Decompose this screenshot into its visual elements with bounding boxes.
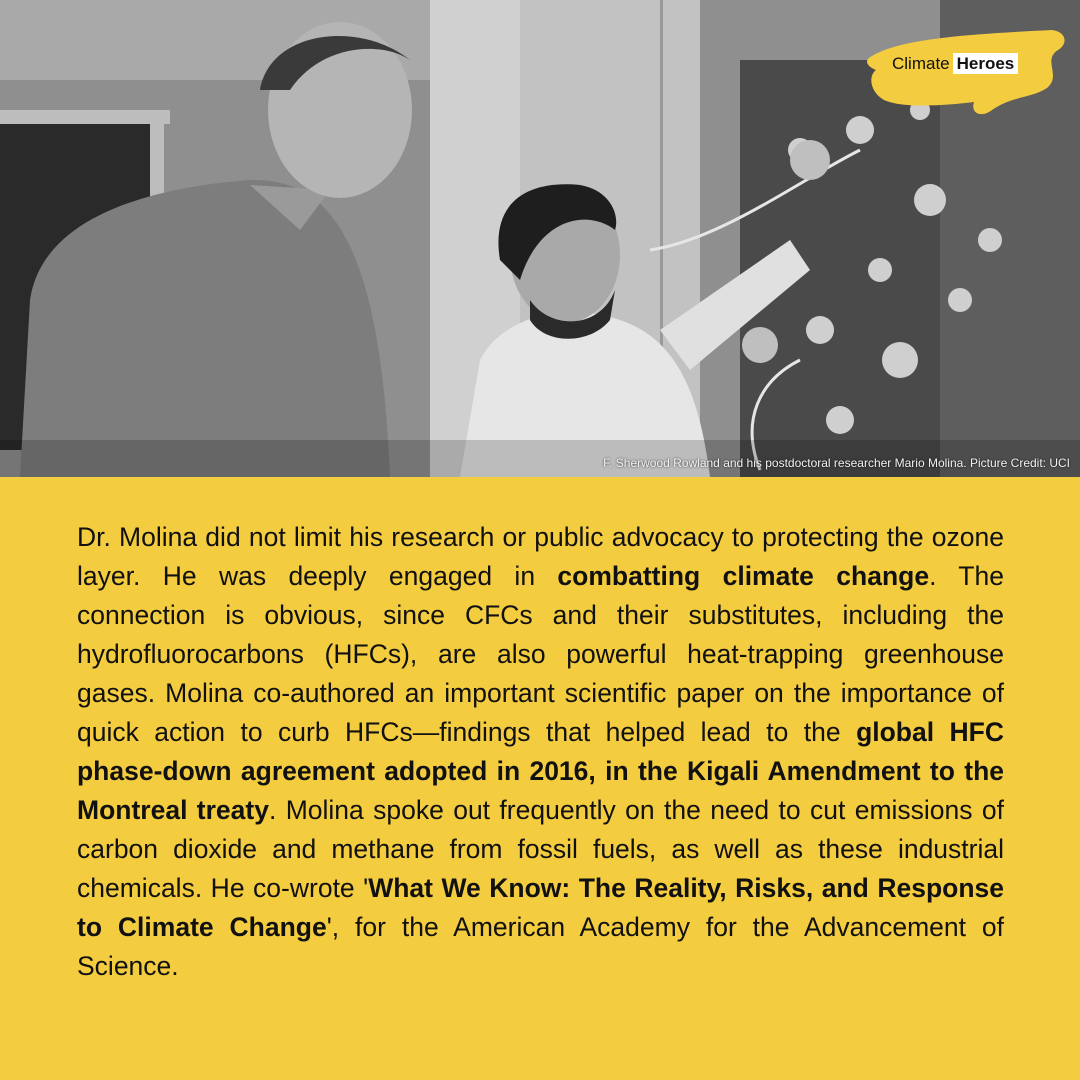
photo-caption: F. Sherwood Rowland and his postdoctoral researcher Mario Molina. Picture Credit: UCI xyxy=(603,456,1070,470)
article-bold-2: global HFC phase-down agreement adopted in 2016, in the Kigali Amendment to the Montreal treaty xyxy=(77,717,1004,825)
article-bold-1: combatting climate change xyxy=(557,561,930,591)
climate-heroes-badge xyxy=(862,26,1070,118)
article-text-2: . The connection is obvious, since CFCs and their substitutes, including the hydrofluorocarbons (HFCs), are also powerful heat-trapping greenhouse gases. Molina co-authored an important scientific paper on the importance of quick action to curb HFCs—findings that helped lead to the xyxy=(77,561,1004,747)
article-body xyxy=(77,518,1004,986)
badge-label xyxy=(892,54,1018,74)
badge-word-climate: Climate xyxy=(892,54,950,73)
badge-word-heroes: Heroes xyxy=(953,53,1019,74)
article-text-4: ', for the American Academy for the Advancement of Science. xyxy=(77,912,1005,981)
article-text-1: Dr. Molina did not limit his research or public advocacy to protecting the ozone layer. He was deeply engaged in xyxy=(77,522,1004,591)
article-text-3: . Molina spoke out frequently on the need to cut emissions of carbon dioxide and methane from fossil fuels, as well as these industrial chemicals. He co-wrote ' xyxy=(77,795,1004,903)
photo xyxy=(0,0,1080,477)
article-bold-3: What We Know: The Reality, Risks, and Response to Climate Change xyxy=(77,873,1004,942)
